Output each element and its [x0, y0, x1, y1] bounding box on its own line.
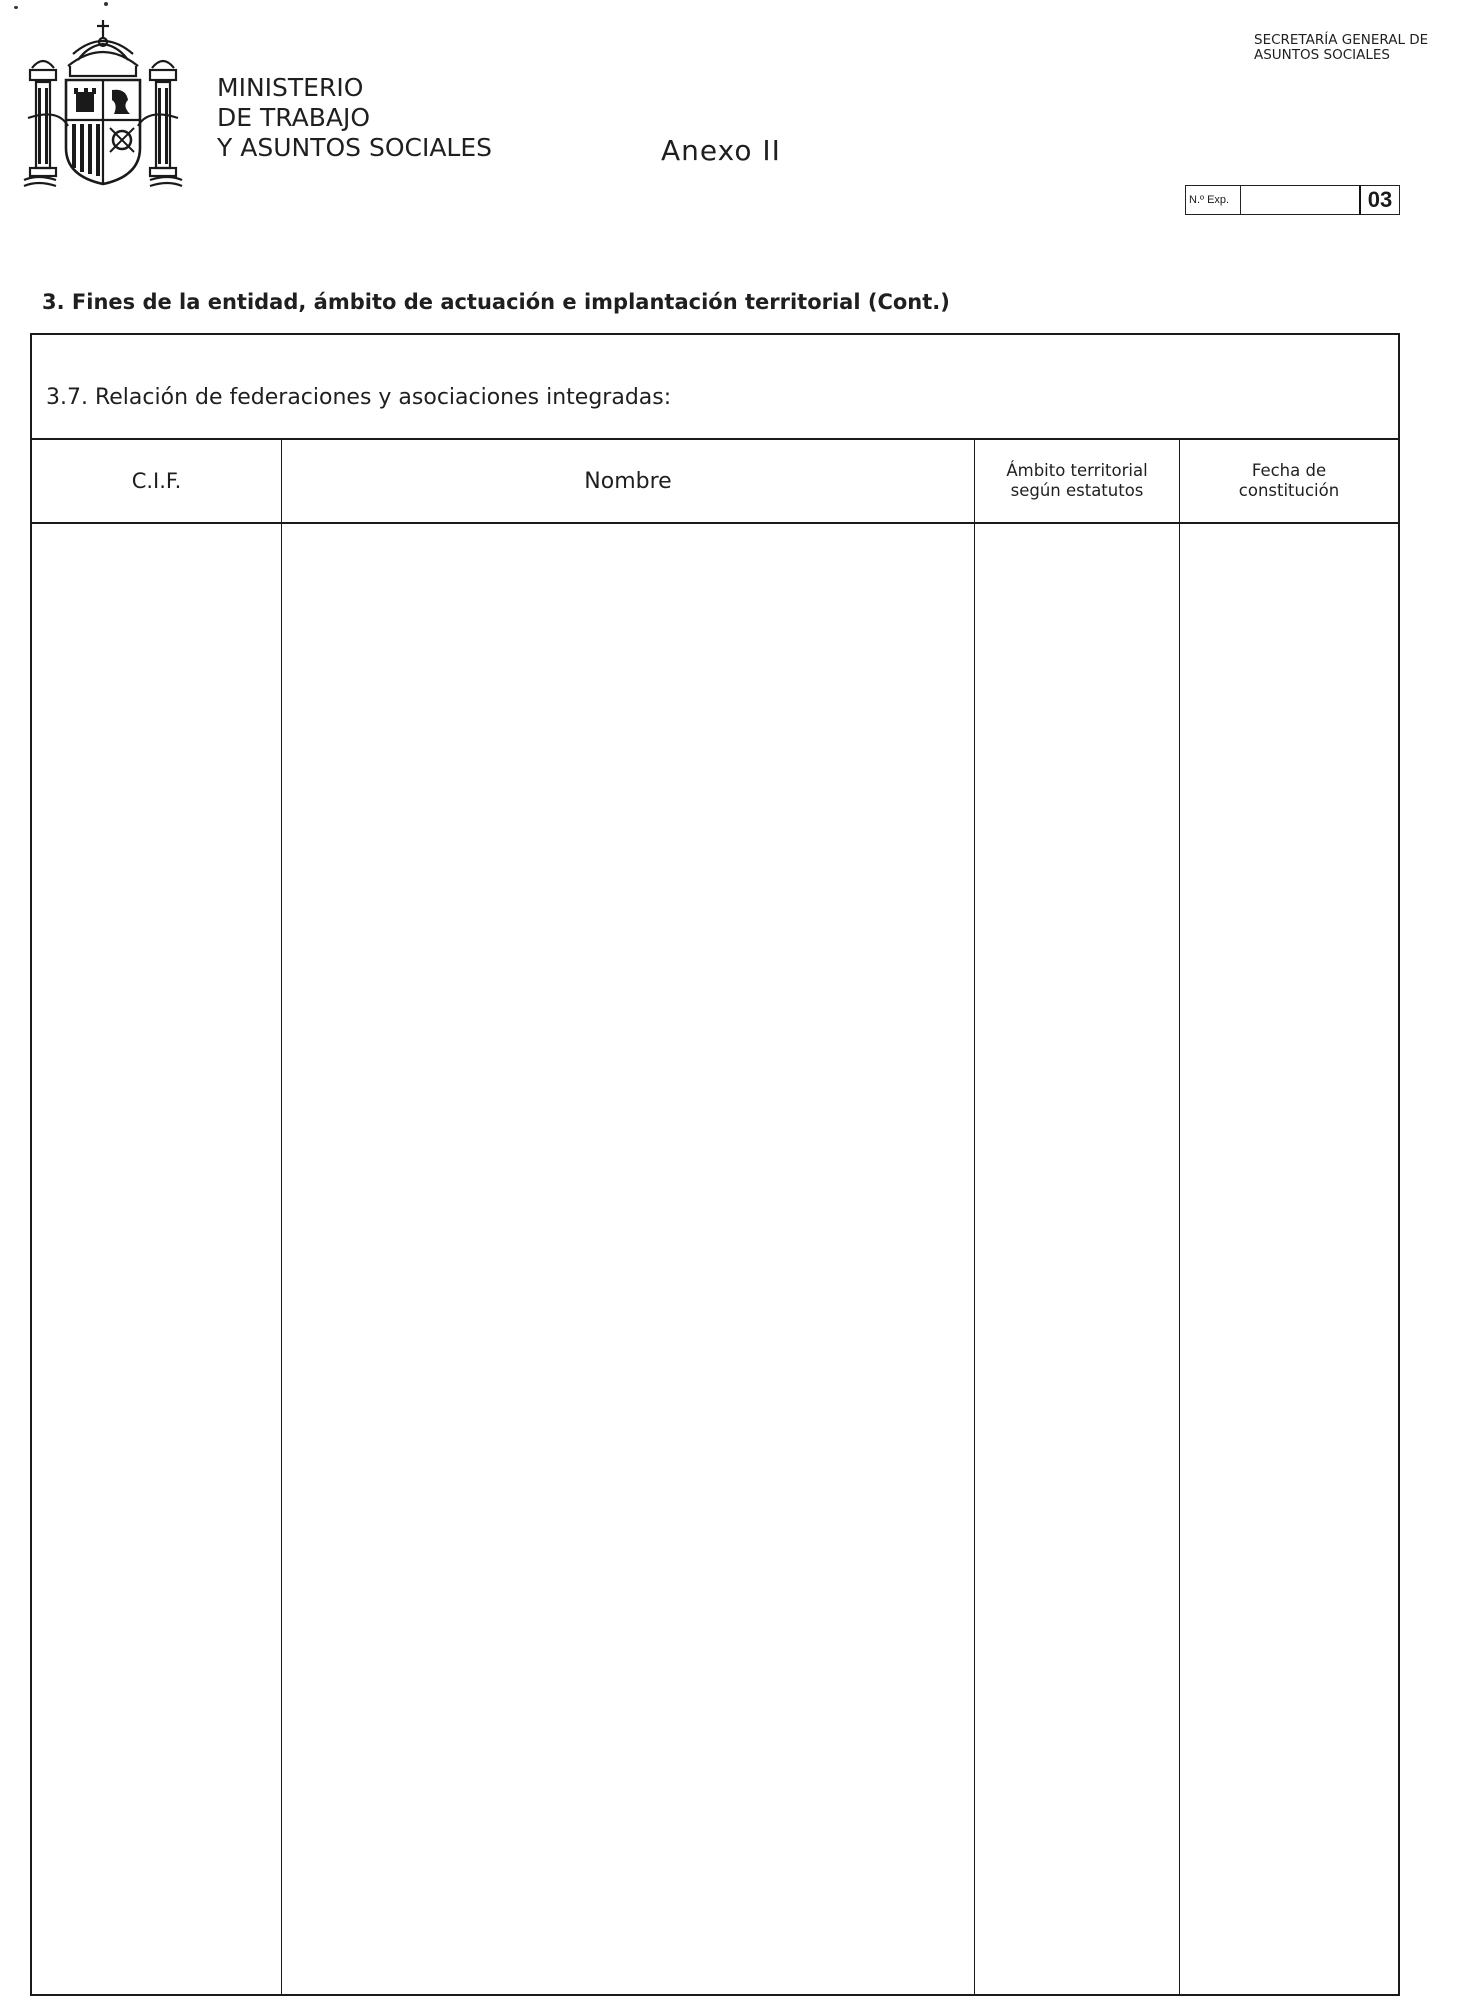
- column-header-fecha-line-1: Fecha de: [1251, 461, 1327, 480]
- expediente-number-field[interactable]: [1242, 186, 1357, 214]
- scan-mark: [14, 6, 18, 9]
- expediente-box: [1185, 185, 1400, 215]
- ministry-line-1: MINISTERIO: [217, 73, 364, 102]
- column-header-nombre: Nombre: [584, 468, 672, 494]
- cif-entry-area[interactable]: [32, 524, 281, 1994]
- secretaria-line-1: SECRETARÍA GENERAL DE: [1254, 32, 1429, 48]
- expediente-code: 03: [1359, 186, 1399, 214]
- secretaria-name: [1254, 33, 1428, 63]
- fecha-entry-area[interactable]: [1180, 524, 1398, 1994]
- nombre-entry-area[interactable]: [282, 524, 974, 1994]
- annex-title: Anexo II: [661, 134, 781, 167]
- column-header-ambito-line-2: según estatutos: [1010, 481, 1144, 500]
- scan-mark: [104, 2, 108, 6]
- ambito-entry-area[interactable]: [975, 524, 1179, 1994]
- subsection-title: 3.7. Relación de federaciones y asociaciones integradas:: [46, 385, 672, 410]
- secretaria-line-2: ASUNTOS SOCIALES: [1254, 47, 1390, 63]
- spanish-coat-of-arms-icon: [18, 8, 188, 190]
- column-header-ambito-line-1: Ámbito territorial: [1006, 461, 1148, 480]
- ministry-line-2: DE TRABAJO: [217, 103, 371, 132]
- section-heading: 3. Fines de la entidad, ámbito de actuación e implantación territorial (Cont.): [42, 290, 950, 314]
- column-header-fecha: [1180, 440, 1398, 522]
- expediente-label: N.º Exp.: [1186, 186, 1241, 214]
- column-header-cif: C.I.F.: [131, 469, 182, 493]
- column-header-fecha-line-2: constitución: [1238, 481, 1340, 500]
- federations-table: [30, 333, 1400, 1996]
- ministry-line-3: Y ASUNTOS SOCIALES: [217, 133, 493, 162]
- column-header-ambito: [975, 440, 1179, 522]
- ministry-name: [217, 73, 492, 163]
